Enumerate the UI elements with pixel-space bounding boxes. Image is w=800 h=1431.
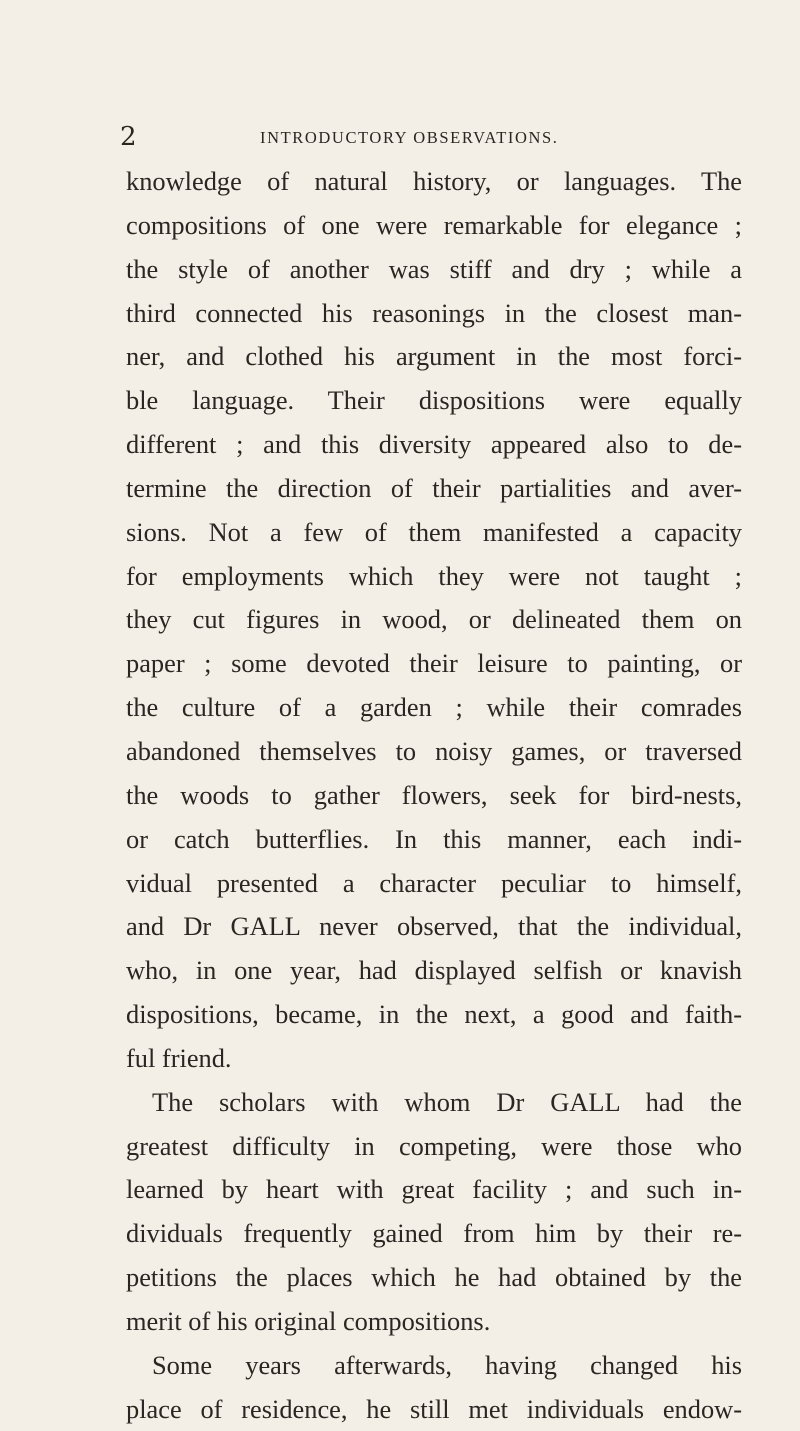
text-line: the woods to gather flowers, seek for bird-nests, xyxy=(126,779,742,810)
paragraph-start-line: Some years afterwards, having changed his xyxy=(152,1349,742,1380)
text-line: place of residence, he still met individuals endow- xyxy=(126,1393,742,1424)
text-line: or catch butterflies. In this manner, each indi- xyxy=(126,823,742,854)
text-line: and Dr GALL never observed, that the individual, xyxy=(126,911,742,942)
text-line: greatest difficulty in competing, were those who xyxy=(126,1130,742,1161)
text-line: for employments which they were not taught ; xyxy=(126,560,742,591)
text-line: dispositions, became, in the next, a good and faith- xyxy=(126,999,742,1030)
text-line: compositions of one were remarkable for elegance ; xyxy=(126,209,742,240)
text-line: vidual presented a character peculiar to himself, xyxy=(126,867,742,898)
page-number: 2 xyxy=(120,122,137,152)
text-line: ble language. Their dispositions were equally xyxy=(126,385,742,416)
running-head: INTRODUCTORY OBSERVATIONS. xyxy=(260,128,559,147)
text-line: termine the direction of their partialities and aver- xyxy=(126,472,742,503)
text-line: the culture of a garden ; while their comrades xyxy=(126,692,742,723)
text-line: sions. Not a few of them manifested a capacity xyxy=(126,516,742,547)
text-line: who, in one year, had displayed selfish or knavish xyxy=(126,955,742,986)
text-line: the style of another was stiff and dry ; while a xyxy=(126,253,742,284)
page-header xyxy=(120,122,740,152)
text-line: they cut figures in wood, or delineated them on xyxy=(126,604,742,635)
text-line: knowledge of natural history, or languages. The xyxy=(126,166,742,196)
body-text xyxy=(126,160,742,1431)
text-line: learned by heart with great facility ; and such in- xyxy=(126,1174,742,1205)
text-line: petitions the places which he had obtained by the xyxy=(126,1262,742,1293)
text-line: abandoned themselves to noisy games, or traversed xyxy=(126,735,742,766)
paragraph-end-line: ful friend. xyxy=(126,1042,232,1073)
paragraph-start-line: The scholars with whom Dr GALL had the xyxy=(152,1086,742,1117)
paragraph-end-line: merit of his original compositions. xyxy=(126,1305,491,1336)
text-line: paper ; some devoted their leisure to painting, or xyxy=(126,648,742,679)
text-line: ner, and clothed his argument in the most forci- xyxy=(126,341,742,372)
text-line: third connected his reasonings in the closest man- xyxy=(126,297,742,328)
text-line: different ; and this diversity appeared also to de- xyxy=(126,429,742,460)
text-line: dividuals frequently gained from him by their re- xyxy=(126,1218,742,1249)
